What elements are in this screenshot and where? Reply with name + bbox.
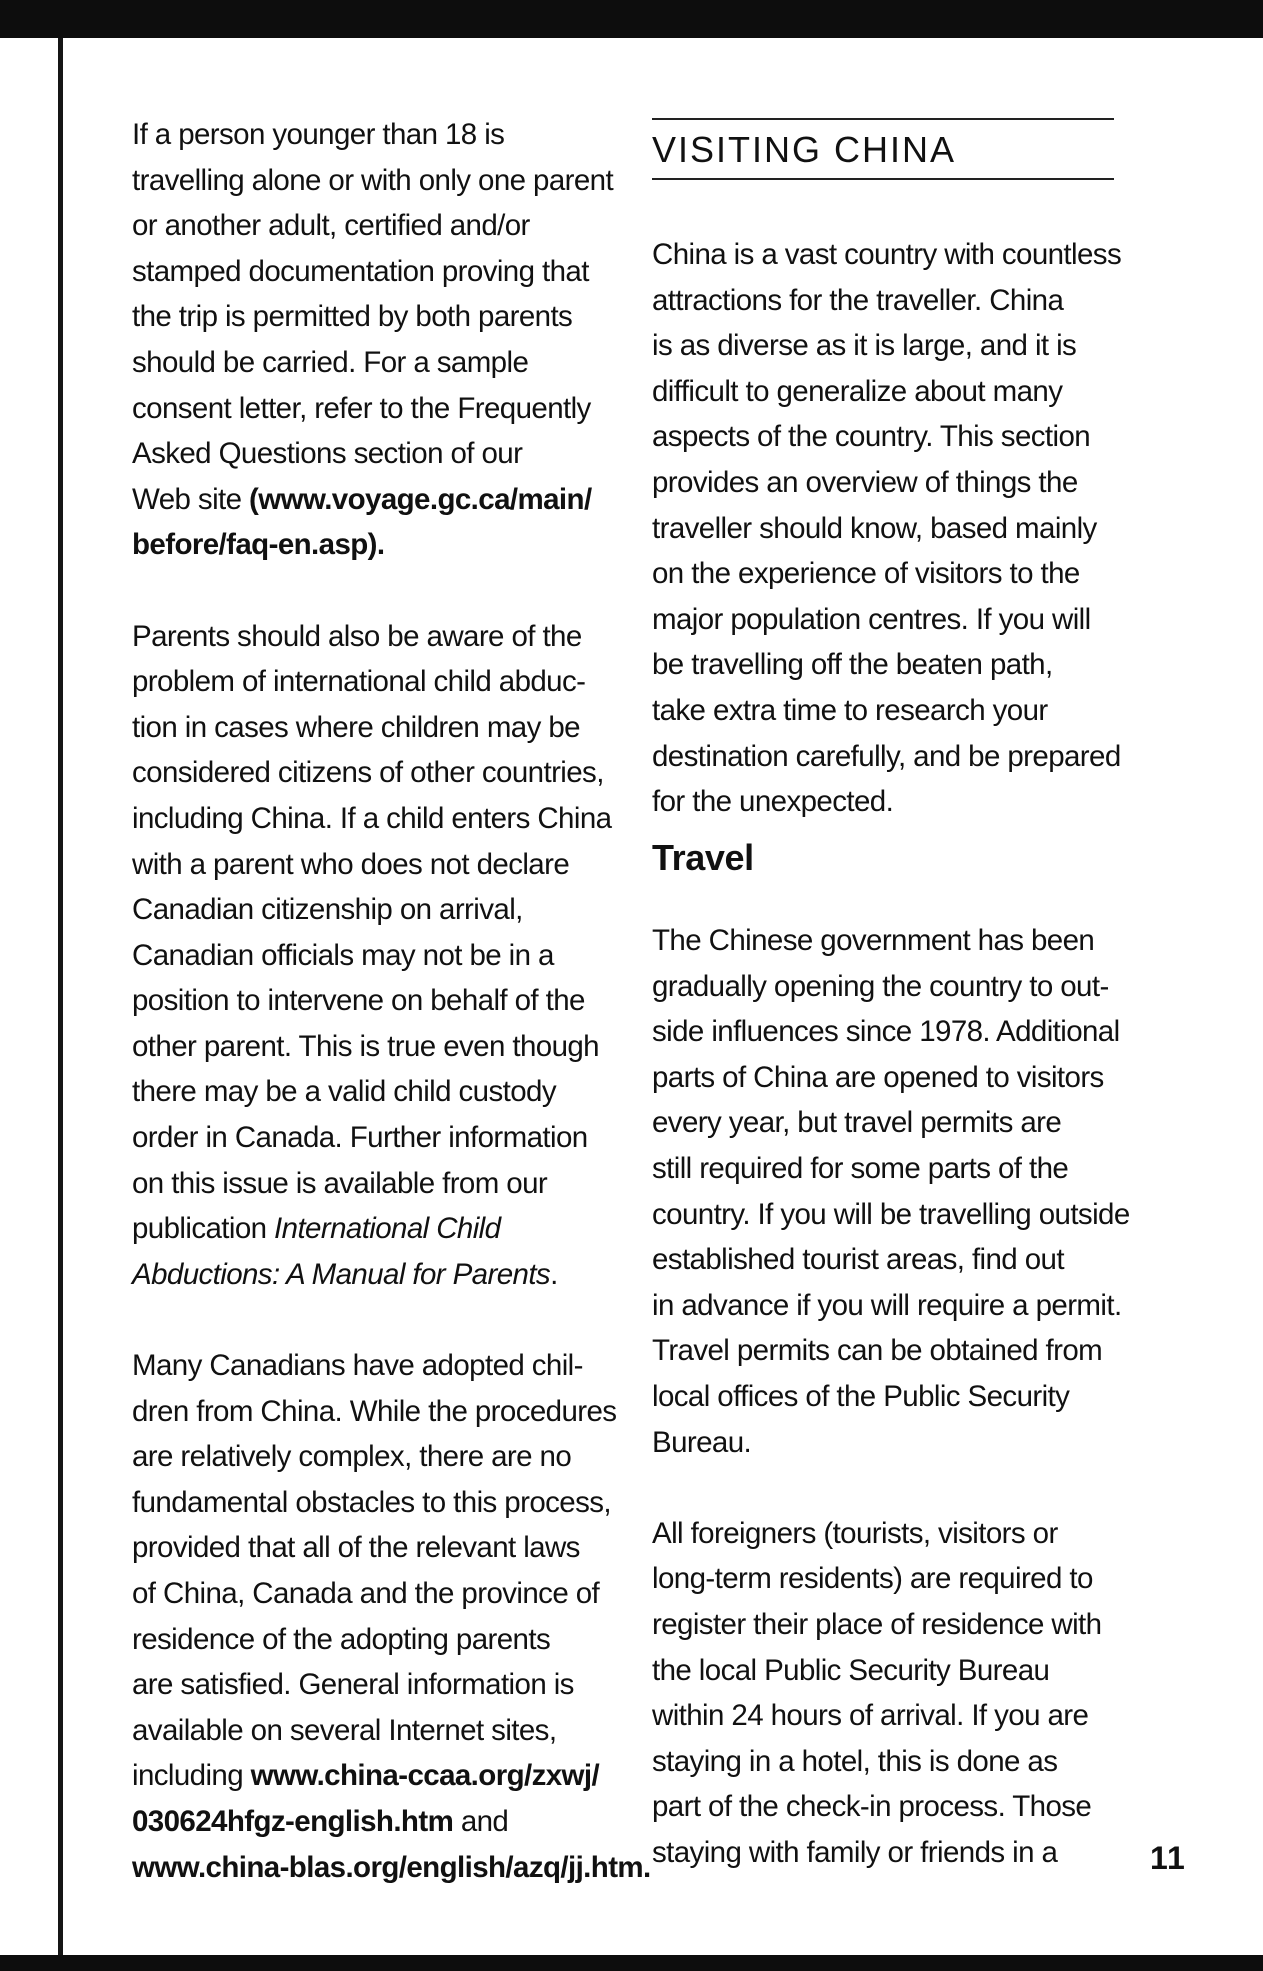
text-line xyxy=(132,1753,612,1799)
text-line: for the unexpected. xyxy=(652,785,894,819)
text-line: staying in a hotel, this is done as xyxy=(652,1744,1058,1778)
text-line: gradually opening the country to out- xyxy=(652,969,1109,1003)
text-line: Asked Questions section of our xyxy=(132,437,523,471)
text-fragment: including xyxy=(132,1759,251,1793)
text-line xyxy=(132,1252,612,1298)
paragraph-gap xyxy=(652,1465,1122,1511)
text-fragment: Web site xyxy=(132,482,250,516)
paragraph-registration xyxy=(652,1511,1122,1876)
text-line: are relatively complex, there are no xyxy=(132,1440,572,1474)
text-line: are satisfied. General information is xyxy=(132,1668,574,1702)
text-line: major population centres. If you will xyxy=(652,602,1091,636)
scan-border-bottom xyxy=(0,1955,1263,1971)
text-line: including China. If a child enters China xyxy=(132,801,612,835)
text-line: travelling alone or with only one parent xyxy=(132,163,614,197)
text-line xyxy=(132,1799,612,1845)
text-line: consent letter, refer to the Frequently xyxy=(132,391,591,425)
faq-url-part-1: (www.voyage.gc.ca/main/ xyxy=(249,482,592,516)
text-line: Many Canadians have adopted chil- xyxy=(132,1349,583,1383)
scan-border-left xyxy=(58,38,63,1958)
text-line: Canadian officials may not be in a xyxy=(132,938,554,972)
text-line: The Chinese government has been xyxy=(652,924,1095,957)
text-line: long-term residents) are required to xyxy=(652,1562,1093,1596)
text-line: established tourist areas, find out xyxy=(652,1243,1064,1277)
paragraph-minor-travel-documents xyxy=(132,112,612,568)
text-line: dren from China. While the procedures xyxy=(132,1394,617,1428)
section-title: VISITING CHINA xyxy=(652,118,1114,180)
right-column-travel xyxy=(652,918,1130,1875)
text-line: destination carefully, and be prepared xyxy=(652,739,1121,773)
text-line: tion in cases where children may be xyxy=(132,710,580,744)
faq-url-part-2: before/faq-en.asp). xyxy=(132,528,385,562)
text-line: position to intervene on behalf of the xyxy=(132,984,585,1018)
page-number: 11 xyxy=(1150,1840,1186,1876)
ccaa-url-part-2: 030624hfgz-english.htm xyxy=(132,1804,454,1838)
text-line: All foreigners (tourists, visitors or xyxy=(652,1516,1058,1550)
text-line: or another adult, certified and/or xyxy=(132,209,530,243)
text-line: local offices of the Public Security xyxy=(652,1379,1070,1413)
text-line: register their place of residence with xyxy=(652,1607,1102,1641)
text-line: there may be a valid child custody xyxy=(132,1075,556,1109)
subheading-travel: Travel xyxy=(652,837,754,878)
text-line: available on several Internet sites, xyxy=(132,1713,557,1747)
text-line xyxy=(132,1206,612,1252)
text-line: country. If you will be travelling outside xyxy=(652,1197,1130,1231)
text-line: fundamental obstacles to this process, xyxy=(132,1485,611,1519)
text-line: Bureau. xyxy=(652,1425,752,1459)
text-line: If a person younger than 18 is xyxy=(132,118,505,151)
paragraph-adoption xyxy=(132,1343,651,1890)
paragraph-gap xyxy=(132,1297,612,1343)
text-line: within 24 hours of arrival. If you are xyxy=(652,1699,1089,1733)
text-line: is as diverse as it is large, and it is xyxy=(652,329,1077,363)
text-line: stamped documentation proving that xyxy=(132,254,589,288)
text-line: the trip is permitted by both parents xyxy=(132,300,573,334)
text-line: Canadian citizenship on arrival, xyxy=(132,893,523,927)
text-line: in advance if you will require a permit. xyxy=(652,1288,1122,1322)
publication-title-part-1: International Child xyxy=(274,1212,501,1246)
text-fragment: . xyxy=(550,1257,558,1291)
text-line: every year, but travel permits are xyxy=(652,1106,1062,1140)
publication-title-part-2: Abductions: A Manual for Parents xyxy=(132,1257,551,1291)
ccaa-url-part-1: www.china-ccaa.org/zxwj/ xyxy=(250,1759,600,1793)
text-line: with a parent who does not declare xyxy=(132,847,570,881)
text-line: order in Canada. Further information xyxy=(132,1121,588,1155)
text-line: the local Public Security Bureau xyxy=(652,1653,1050,1687)
text-line: provides an overview of things the xyxy=(652,465,1078,499)
right-column-intro xyxy=(652,232,1122,825)
text-line: parts of China are opened to visitors xyxy=(652,1060,1104,1094)
text-line: other parent. This is true even though xyxy=(132,1029,599,1063)
text-line: considered citizens of other countries, xyxy=(132,756,604,790)
text-line: on the experience of visitors to the xyxy=(652,557,1080,591)
text-line: still required for some parts of the xyxy=(652,1151,1069,1185)
text-line xyxy=(132,477,612,523)
left-column xyxy=(132,112,651,1890)
blas-url: www.china-blas.org/english/azq/jj.htm. xyxy=(132,1850,651,1884)
text-line: problem of international child abduc- xyxy=(132,665,586,699)
text-fragment: and xyxy=(453,1804,509,1838)
text-line: Travel permits can be obtained from xyxy=(652,1334,1103,1368)
text-line: traveller should know, based mainly xyxy=(652,511,1097,545)
text-line: attractions for the traveller. China xyxy=(652,283,1064,317)
text-line: take extra time to research your xyxy=(652,693,1048,727)
text-fragment: publication xyxy=(132,1212,275,1246)
text-line: part of the check-in process. Those xyxy=(652,1790,1092,1824)
paragraph-china-overview xyxy=(652,232,1122,825)
text-line: difficult to generalize about many xyxy=(652,374,1063,408)
text-line: aspects of the country. This section xyxy=(652,420,1091,454)
text-line: on this issue is available from our xyxy=(132,1166,548,1200)
text-line: provided that all of the relevant laws xyxy=(132,1531,580,1565)
text-line: China is a vast country with countless xyxy=(652,238,1122,271)
text-line: staying with family or friends in a xyxy=(652,1835,1058,1869)
text-line: residence of the adopting parents xyxy=(132,1622,551,1656)
paragraph-travel-permits xyxy=(652,918,1130,1465)
text-line: of China, Canada and the province of xyxy=(132,1577,600,1610)
text-line: Parents should also be aware of the xyxy=(132,619,582,653)
text-line: should be carried. For a sample xyxy=(132,345,529,379)
scan-border-top xyxy=(0,0,1263,38)
paragraph-child-abduction xyxy=(132,614,612,1298)
text-line: be travelling off the beaten path, xyxy=(652,648,1053,682)
paragraph-gap xyxy=(132,568,612,614)
text-line: side influences since 1978. Additional xyxy=(652,1015,1120,1049)
